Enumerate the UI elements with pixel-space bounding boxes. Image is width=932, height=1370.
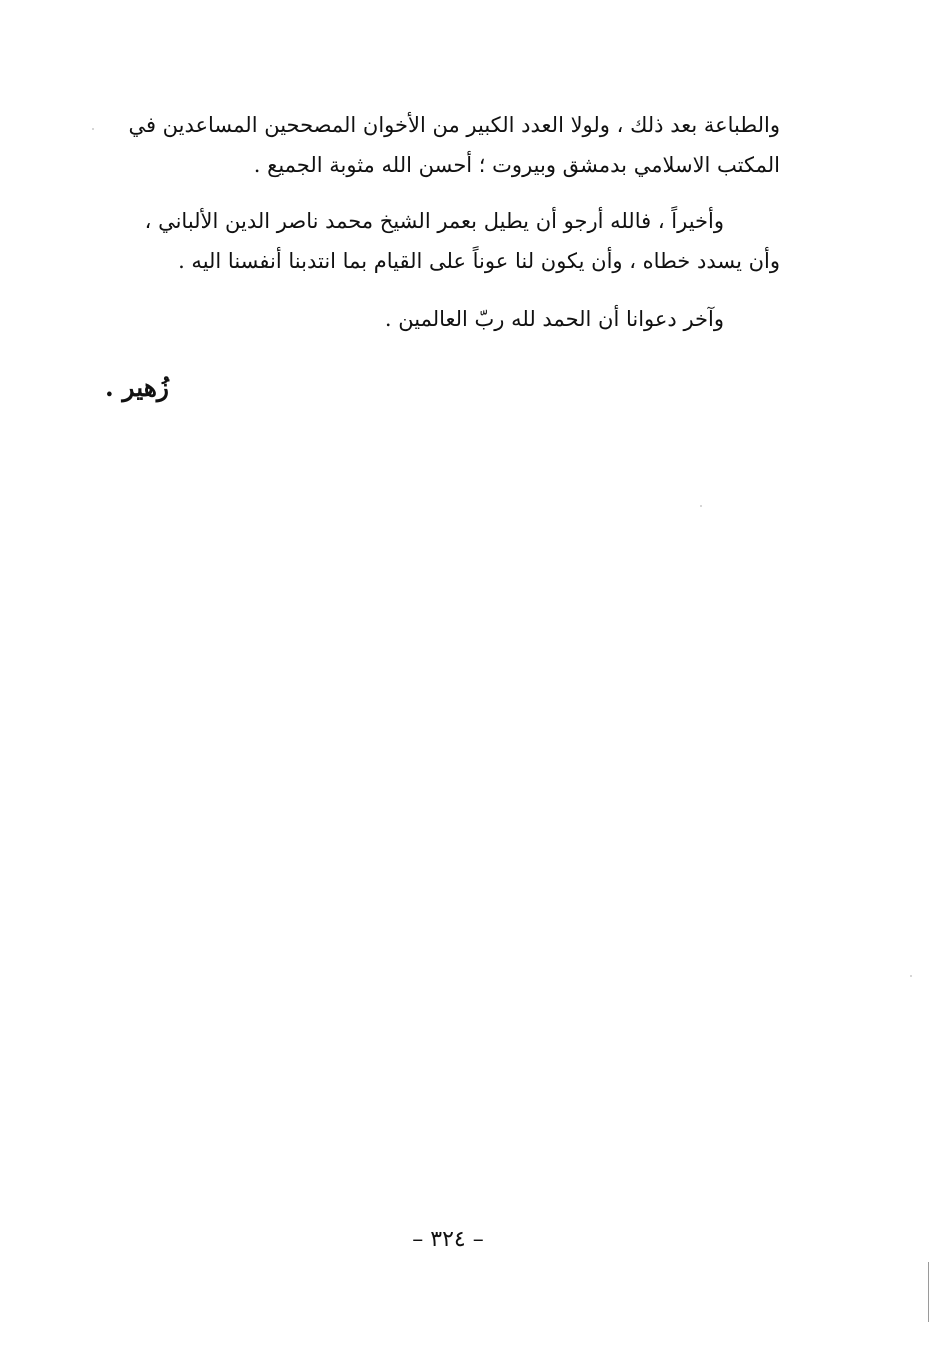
paragraph-1-line-1: والطباعة بعد ذلك ، ولولا العدد الكبير من الأخوان المصححين المساعدين في: [128, 113, 780, 137]
author-signature: زُهير .: [105, 373, 170, 402]
paragraph-3-line-1: وآخر دعوانا أن الحمد لله ربّ العالمين .: [384, 307, 724, 331]
paragraph-2-line-2: وأن يسدد خطاه ، وأن يكون لنا عوناً على القيام بما انتدبنا أنفسنا اليه .: [178, 249, 780, 273]
scan-speck: [700, 505, 702, 507]
paragraph-1-line-2: المكتب الاسلامي بدمشق وبيروت ؛ أحسن الله مثوبة الجميع .: [253, 153, 780, 177]
page-number: – ٣٢٤ –: [412, 1227, 484, 1252]
paragraph-2-line-1: وأخيراً ، فالله أرجو أن يطيل بعمر الشيخ محمد ناصر الدين الألباني ،: [144, 209, 724, 233]
scan-speck: [92, 128, 94, 130]
scan-speck: [910, 975, 912, 977]
scan-edge-mark: [928, 1262, 929, 1322]
